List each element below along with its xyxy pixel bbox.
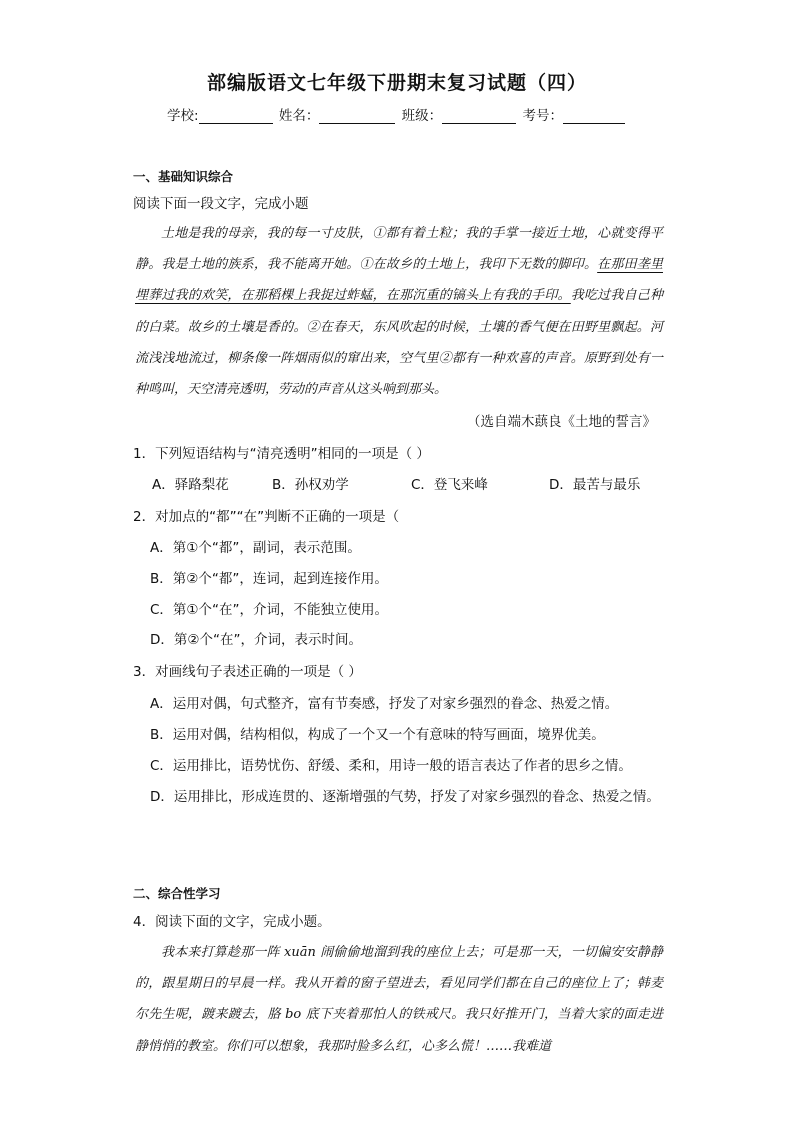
section1-passage: [135, 218, 663, 405]
q2-option-a[interactable]: A．第①个“都”，副词，表示范围。: [150, 540, 361, 556]
passage-source: （选自端木蕻良《土地的誓言》: [467, 414, 656, 430]
q1-option-a[interactable]: A．驿路梨花: [152, 477, 229, 493]
q1-stem: 1．下列短语结构与“清亮透明”相同的一项是（ ）: [133, 446, 430, 462]
school-label: 学校:: [167, 108, 199, 124]
q4-stem: 4．阅读下面的文字，完成小题。: [133, 914, 331, 930]
number-blank[interactable]: [563, 109, 625, 124]
q3-option-b[interactable]: B．运用对偶，结构相似，构成了一个又一个有意味的特写画面，境界优美。: [150, 727, 605, 743]
section1-instruction: 阅读下面一段文字，完成小题: [133, 196, 309, 212]
passage-underlined-text: 在那田垄里埋葬过我的欢笑，在那稻棵上我捉过蚱蜢，在那沉重的镐头上有我的手印。: [135, 257, 663, 304]
q3-option-c[interactable]: C．运用排比，语势忧伤、舒缓、柔和，用诗一般的语言表达了作者的思乡之情。: [150, 758, 632, 774]
q1-option-d[interactable]: D．最苦与最乐: [549, 477, 641, 493]
passage-text-2: 我吃过我自己种的白菜。故乡的土壤是香的。②在春天，东风吹起的时候，土壤的香气便在田野里飘起。河流浅浅地流过，柳条像一阵烟雨似的窜出来，空气里②都有一种欢喜的声音。原野到处有一种鸣叫，天空清亮透明，劳动的声音从这头响到那头。: [135, 288, 663, 398]
passage-text-1: 土地是我的母亲，我的每一寸皮肤，①都有着土粒；我的手掌一接近土地，心就变得平静。我是土地的族系，我不能离开她。①在故乡的土地上，我印下无数的脚印。: [135, 226, 663, 273]
school-blank[interactable]: [199, 109, 273, 124]
class-label: 班级：: [401, 108, 443, 124]
q2-stem: 2．对加点的“都”“在”判断不正确的一项是（: [133, 509, 400, 525]
name-label: 姓名：: [278, 108, 320, 124]
q2-option-c[interactable]: C．第①个“在”，介词，不能独立使用。: [150, 602, 389, 618]
section2-passage: [135, 937, 663, 1062]
class-blank[interactable]: [442, 109, 516, 124]
student-info-row: [0, 104, 794, 124]
q2-option-b[interactable]: B．第②个“都”，连词，起到连接作用。: [150, 571, 388, 587]
section1-title: 一、基础知识综合: [133, 169, 234, 184]
section2-paragraph: 我本来打算趁那一阵 xuān 闹偷偷地溜到我的座位上去；可是那一天，一切偏安安静静的，跟星期日的早晨一样。我从开着的窗子望进去，看见同学们都在自己的座位上了；韩麦尔先生呢，踱来踱去，胳 bo 底下夹着那怕人的铁戒尺。我只好推开门，当着大家的面走进静悄悄的教室。你们可以想象，我那时脸多么红，心多么慌！……我难道: [135, 945, 663, 1054]
number-label: 考号：: [522, 108, 563, 124]
q2-option-d[interactable]: D．第②个“在”，介词，表示时间。: [150, 632, 362, 648]
section2-title: 二、综合性学习: [133, 886, 221, 901]
passage-paragraph: [135, 218, 663, 405]
q1-option-c[interactable]: C．登飞来峰: [411, 477, 488, 493]
name-blank[interactable]: [319, 109, 395, 124]
q3-stem: 3．对画线句子表述正确的一项是（ ）: [133, 664, 362, 680]
page-title: 部编版语文七年级下册期末复习试题（四）: [206, 72, 587, 94]
q3-option-a[interactable]: A．运用对偶，句式整齐，富有节奏感，抒发了对家乡强烈的眷念、热爱之情。: [150, 696, 619, 712]
q3-option-d[interactable]: D．运用排比，形成连贯的、逐渐增强的气势，抒发了对家乡强烈的眷念、热爱之情。: [150, 789, 660, 805]
q1-option-b[interactable]: B．孙权劝学: [272, 477, 349, 493]
